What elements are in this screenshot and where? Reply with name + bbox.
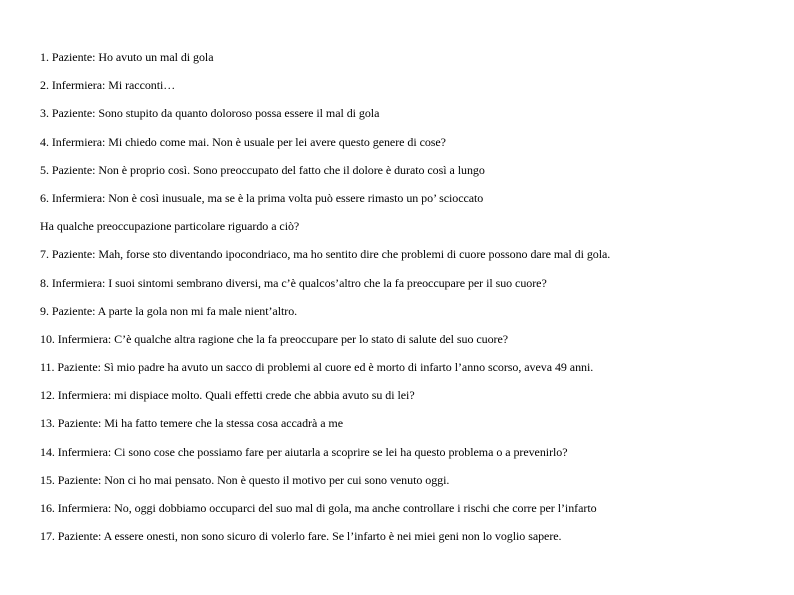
dialogue-line: 11. Paziente: Sì mio padre ha avuto un sacco di problemi al cuore ed è morto di infarto l’anno scorso, aveva 49 anni. (40, 360, 594, 375)
dialogue-line: 17. Paziente: A essere onesti, non sono sicuro di volerlo fare. Se l’infarto è nei miei geni non lo voglio sapere. (40, 529, 562, 544)
dialogue-line: 15. Paziente: Non ci ho mai pensato. Non è questo il motivo per cui sono venuto oggi. (40, 472, 450, 487)
dialogue-transcript (40, 48, 780, 555)
dialogue-line: 4. Infermiera: Mi chiedo come mai. Non è usuale per lei avere questo genere di cose? (40, 134, 446, 149)
dialogue-line: 6. Infermiera: Non è così inusuale, ma se è la prima volta può essere rimasto un po’ scioccato (40, 190, 484, 205)
dialogue-line: 2. Infermiera: Mi racconti… (40, 78, 176, 93)
dialogue-line: 3. Paziente: Sono stupito da quanto doloroso possa essere il mal di gola (40, 106, 380, 121)
dialogue-line: 10. Infermiera: C’è qualche altra ragione che la fa preoccupare per lo stato di salute del suo cuore? (40, 331, 509, 346)
dialogue-line: 7. Paziente: Mah, forse sto diventando ipocondriaco, ma ho sentito dire che problemi di cuore possono dare mal di gola. (40, 247, 611, 262)
dialogue-line: 16. Infermiera: No, oggi dobbiamo occuparci del suo mal di gola, ma anche controllare i rischi che corre per l’infarto (40, 501, 597, 515)
dialogue-line: 1. Paziente: Ho avuto un mal di gola (40, 50, 214, 64)
dialogue-line: 9. Paziente: A parte la gola non mi fa male nient’altro. (40, 303, 298, 318)
dialogue-line: 13. Paziente: Mi ha fatto temere che la stessa cosa accadrà a me (40, 416, 343, 431)
dialogue-line: Ha qualche preoccupazione particolare riguardo a ciò? (40, 219, 300, 234)
dialogue-line: 12. Infermiera: mi dispiace molto. Quali effetti crede che abbia avuto su di lei? (40, 388, 415, 403)
dialogue-line: 5. Paziente: Non è proprio così. Sono preoccupato del fatto che il dolore è durato così a lungo (40, 162, 485, 177)
dialogue-line: 14. Infermiera: Ci sono cose che possiamo fare per aiutarla a scoprire se lei ha questo problema o a prevenirlo? (40, 444, 568, 459)
dialogue-line: 8. Infermiera: I suoi sintomi sembrano diversi, ma c’è qualcos’altro che la fa preoccupare per il suo cuore? (40, 275, 547, 290)
